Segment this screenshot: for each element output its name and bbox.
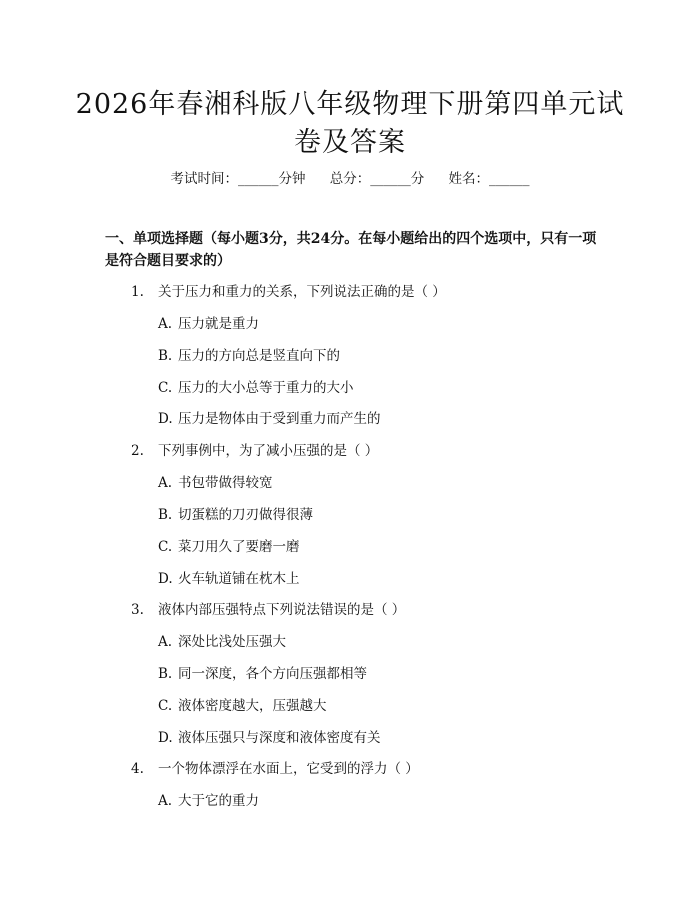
option-letter: A. [158,634,173,650]
option-text: 菜刀用久了要磨一磨 [178,539,300,555]
question-2-option-c [158,538,300,556]
option-letter: A. [158,793,173,809]
option-letter: B. [158,348,173,364]
question-number: 2. [131,443,144,459]
question-2-option-a [158,474,273,492]
option-text: 压力的大小总等于重力的大小 [178,380,354,396]
option-text: 压力就是重力 [178,316,259,332]
option-text: 压力的方向总是竖直向下的 [178,348,340,364]
option-letter: A. [158,475,173,491]
option-text: 火车轨道铺在枕木上 [178,571,300,587]
question-1-option-a [158,315,259,333]
question-2-option-b [158,506,313,524]
option-letter: C. [158,698,173,714]
question-1-option-c [158,379,354,397]
question-4-option-a [158,792,259,810]
exam-time-field: 考试时间：______分钟 [170,171,306,187]
question-text: 下列事例中，为了减小压强的是（ ） [158,443,379,459]
question-3-option-c [158,697,327,715]
option-text: 书包带做得较宽 [178,475,273,491]
option-text: 液体压强只与深度和液体密度有关 [178,730,381,746]
exam-info-line [0,170,700,188]
section-heading: 一、单项选择题（每小题3分，共24分。在每小题给出的四个选项中，只有一项是符合题目要求的） [105,231,597,269]
student-name-field: 姓名：______ [448,171,530,187]
option-letter: C. [158,539,173,555]
option-letter: B. [158,666,173,682]
question-1 [131,283,446,301]
option-text: 液体密度越大，压强越大 [178,698,327,714]
question-number: 3. [131,602,144,618]
question-3-option-b [158,665,367,683]
question-1-option-d [158,410,381,428]
question-number: 4. [131,761,144,777]
question-1-option-b [158,347,340,365]
option-letter: B. [158,507,173,523]
question-text: 关于压力和重力的关系，下列说法正确的是（ ） [158,284,446,300]
question-2 [131,442,378,460]
question-number: 1. [131,284,144,300]
option-text: 同一深度，各个方向压强都相等 [178,666,367,682]
option-text: 大于它的重力 [178,793,259,809]
document-title: 2026年春湘科版八年级物理下册第四单元试卷及答案 [75,89,625,158]
question-3-option-a [158,633,286,651]
question-3-option-d [158,729,381,747]
question-text: 液体内部压强特点下列说法错误的是（ ） [158,602,406,618]
question-4 [131,760,419,778]
option-letter: D. [158,571,173,587]
option-letter: D. [158,730,173,746]
option-letter: D. [158,411,173,427]
option-text: 深处比浅处压强大 [178,634,286,650]
option-letter: C. [158,380,173,396]
option-text: 压力是物体由于受到重力而产生的 [178,411,381,427]
option-letter: A. [158,316,173,332]
question-2-option-d [158,570,300,588]
question-text: 一个物体漂浮在水面上，它受到的浮力（ ） [158,761,419,777]
question-3 [131,601,405,619]
total-score-field: 总分：______分 [329,171,425,187]
option-text: 切蛋糕的刀刃做得很薄 [178,507,313,523]
